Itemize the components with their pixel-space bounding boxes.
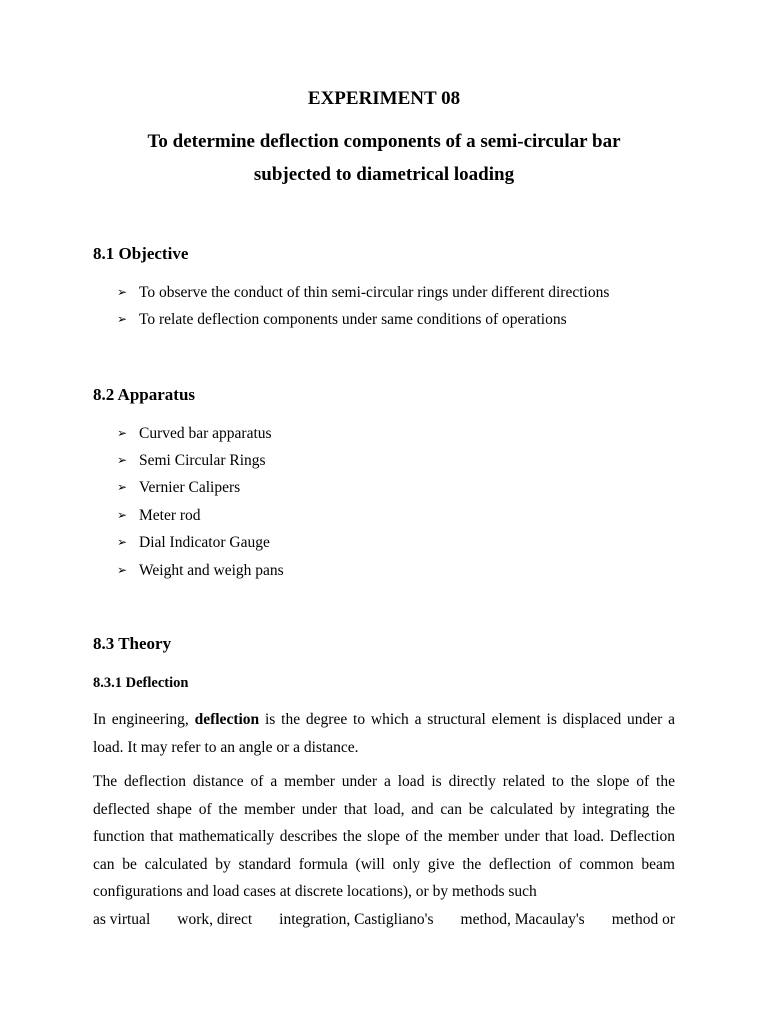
deflection-distance-paragraph: [93, 768, 675, 933]
list-item: [117, 475, 284, 502]
arrow-bullet-icon: ➢: [117, 480, 128, 495]
arrow-bullet-icon: ➢: [117, 535, 128, 550]
experiment-label: EXPERIMENT 08: [307, 88, 461, 109]
list-item: [117, 279, 609, 306]
objective-list: [117, 279, 609, 334]
list-item-text: Dial Indicator Gauge: [139, 534, 270, 552]
list-item: [117, 502, 284, 529]
list-item-text: Vernier Calipers: [139, 479, 241, 497]
apparatus-list: [117, 420, 284, 584]
arrow-bullet-icon: ➢: [117, 507, 128, 522]
list-item: [117, 447, 284, 474]
list-item-text: Semi Circular Rings: [139, 452, 266, 470]
list-item: [117, 557, 284, 584]
paragraph-word: as virtual: [93, 910, 151, 928]
list-item-text: To relate deflection components under same conditions of operations: [139, 311, 567, 329]
list-item-text: Weight and weigh pans: [139, 561, 284, 579]
title-line-2: subjected to diametrical loading: [253, 164, 515, 185]
list-item: [117, 306, 609, 333]
bold-term: deflection: [194, 711, 260, 728]
deflection-subheading: 8.3.1 Deflection: [93, 675, 189, 691]
paragraph-last-line: [93, 906, 675, 934]
paragraph-word: work, direct: [177, 910, 253, 928]
arrow-bullet-icon: ➢: [117, 425, 128, 440]
arrow-bullet-icon: ➢: [117, 312, 128, 327]
list-item-text: Curved bar apparatus: [139, 424, 272, 442]
paragraph-word: method or: [611, 910, 675, 928]
paragraph-text: In engineering,: [93, 711, 195, 728]
arrow-bullet-icon: ➢: [117, 562, 128, 577]
title-line-1: To determine deflection components of a semi-circular bar: [147, 131, 621, 152]
paragraph-word: integration, Castigliano's: [279, 910, 434, 928]
deflection-definition-paragraph: [93, 706, 675, 761]
paragraph-text: is the degree to which a structural element is displaced under a load. It may refer to an angle or a distance.: [93, 711, 676, 756]
list-item-text: To observe the conduct of thin semi-circular rings under different directions: [139, 283, 610, 301]
arrow-bullet-icon: ➢: [117, 284, 128, 299]
arrow-bullet-icon: ➢: [117, 453, 128, 468]
list-item-text: Meter rod: [139, 506, 201, 524]
objective-heading: 8.1 Objective: [93, 244, 189, 263]
paragraph-word: method, Macaulay's: [460, 910, 585, 928]
list-item: [117, 420, 284, 447]
apparatus-heading: 8.2 Apparatus: [93, 385, 196, 404]
theory-heading: 8.3 Theory: [93, 634, 172, 653]
paragraph-text: The deflection distance of a member under a load is directly related to the slope of the deflected shape of the member under that load, and can be calculated by integrating the function that mathematically describes the slope of the member under that load. Deflection can be calculated by standard formula (will only give the deflection of common beam configurations and load cases at discrete locations), or by methods such: [93, 773, 675, 900]
list-item: [117, 530, 284, 557]
